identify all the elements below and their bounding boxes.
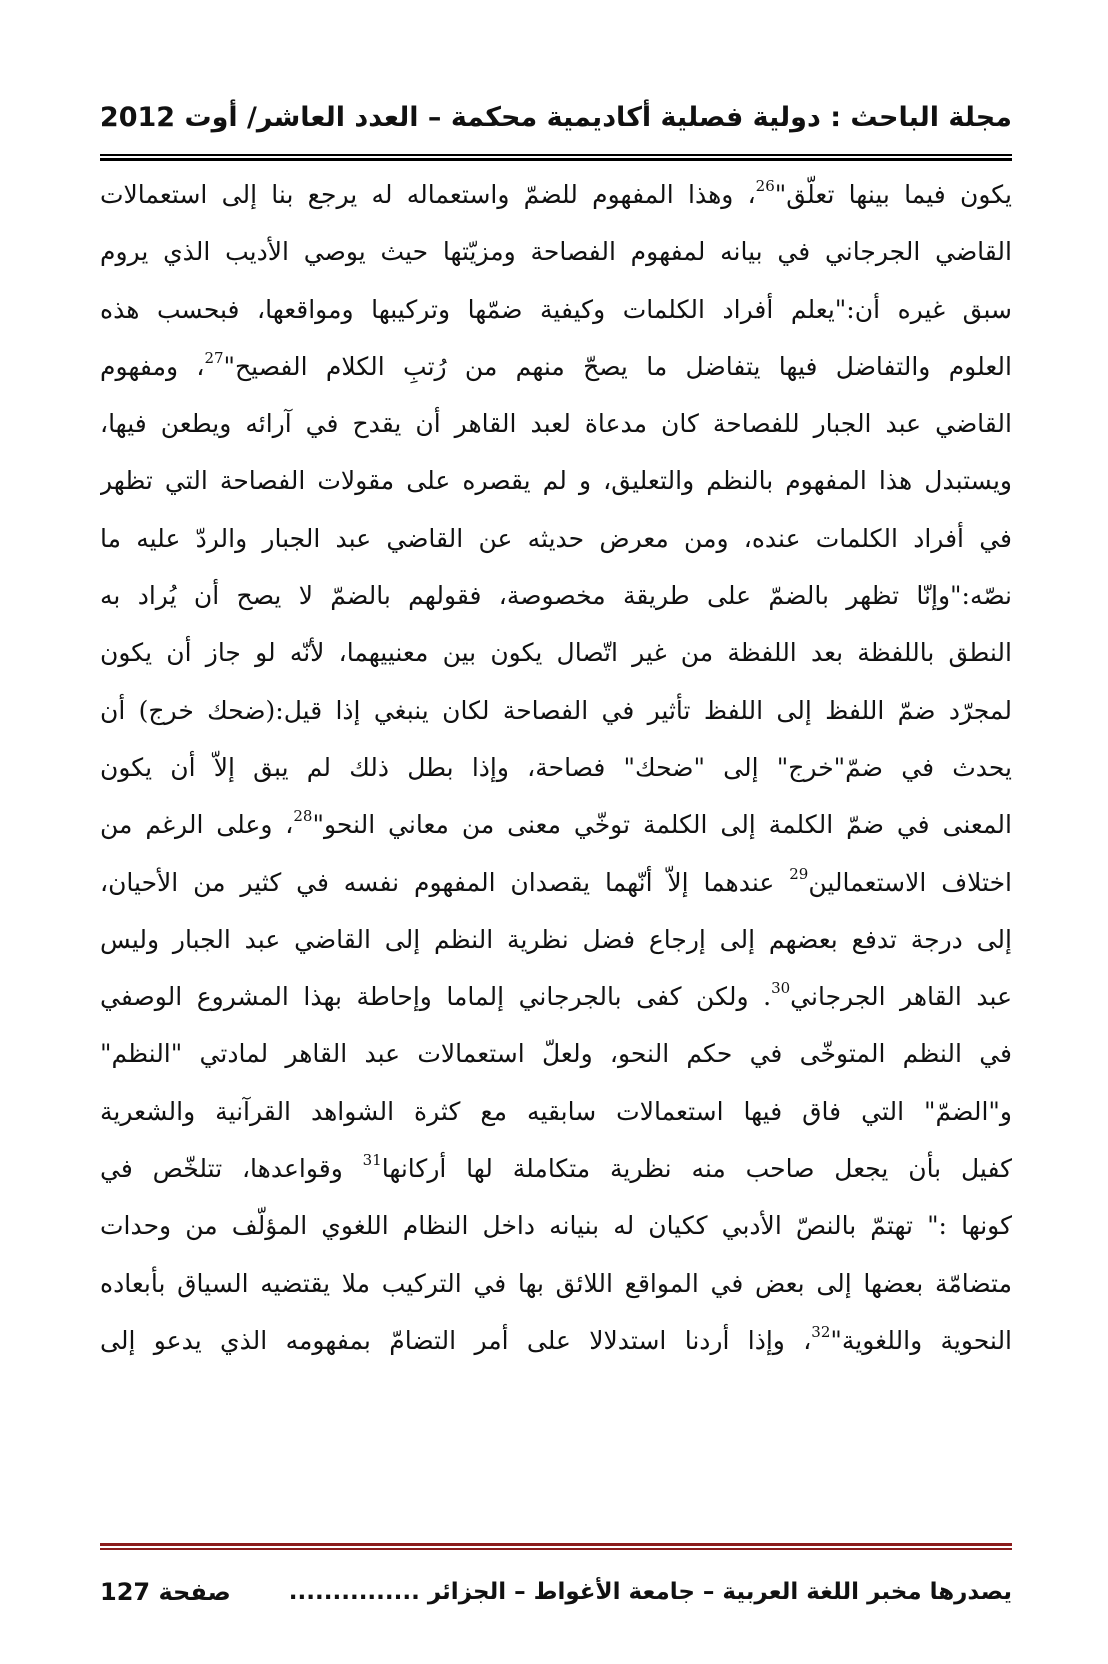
text-line [100, 968, 1012, 1025]
line-text-continued: ، وإذا أردنا استدلالا على أمر التضامّ بمفهومه الذي يدعو إلى [100, 1325, 812, 1355]
line-text: القاضي الجرجاني في بيانه لمفهوم الفصاحة ومزيّتها حيث يوصي الأديب الذي يروم [100, 237, 1012, 267]
page-number: صفحة 127 [100, 1578, 231, 1606]
line-text: عبد القاهر الجرجاني [790, 982, 1012, 1012]
text-line [100, 452, 1012, 509]
footnote-ref[interactable]: 30 [771, 979, 791, 998]
line-text: في النظم المتوخّى في حكم النحو، ولعلّ استعمالات عبد القاهر لمادتي "النظم" [100, 1039, 1012, 1069]
line-text: النطق باللفظة بعد اللفظة من غير اتّصال يكون بين معنييهما، لأنّه لو جاز أن يكون [100, 638, 1012, 668]
line-text: متضامّة بعضها إلى بعض في المواقع اللائق بها في التركيب ملا يقتضيه السياق بأبعاده [100, 1268, 1012, 1298]
footnote-ref[interactable]: 27 [204, 348, 224, 367]
line-text: يكون فيما بينها تعلّق" [774, 180, 1012, 209]
text-line [100, 911, 1012, 968]
line-text-continued: وقواعدها، تتلخّص في [100, 1154, 363, 1184]
text-line [100, 567, 1012, 624]
line-text: العلوم والتفاضل فيها يتفاضل ما يصحّ منهم من رُتبِ الكلام الفصيح" [223, 351, 1012, 381]
line-text-continued: ، ومفهوم [100, 351, 205, 381]
text-line [100, 624, 1012, 681]
text-line [100, 1140, 1012, 1197]
text-line [100, 338, 1012, 395]
line-text: كونها :" تهتمّ بالنصّ الأدبي ككيان له بنيانه داخل النظام اللغوي المؤلّف من وحدات [100, 1211, 1012, 1241]
text-line [100, 796, 1012, 853]
text-line [100, 166, 1012, 223]
line-text-continued: ، وعلى الرغم من [100, 810, 294, 840]
footnote-ref[interactable]: 32 [811, 1322, 831, 1341]
line-text: اختلاف الاستعمالين [808, 867, 1012, 897]
text-line [100, 223, 1012, 280]
text-line [100, 1312, 1012, 1369]
line-text: لمجرّد ضمّ اللفظ إلى اللفظ تأثير في الفصاحة لكان ينبغي إذا قيل:(ضحك خرج) أن [100, 695, 1012, 725]
text-line [100, 510, 1012, 567]
line-text: المعنى في ضمّ الكلمة إلى الكلمة توخّي معنى من معاني النحو" [312, 810, 1012, 840]
line-text: إلى درجة تدفع بعضهم إلى إرجاع فضل نظرية النظم إلى القاضي عبد الجبار وليس [100, 924, 1012, 954]
line-text: يحدث في ضمّ"خرج" إلى "ضحك" فصاحة، وإذا بطل ذلك لم يبق إلاّ أن يكون [100, 752, 1012, 782]
text-line [100, 281, 1012, 338]
text-line [100, 1255, 1012, 1312]
text-line [100, 854, 1012, 911]
line-text: كفيل بأن يجعل صاحب منه نظرية متكاملة لها أركانها [381, 1154, 1012, 1184]
footnote-ref[interactable]: 29 [789, 864, 809, 883]
text-line [100, 1083, 1012, 1140]
footer-publisher: يصدرها مخبر اللغة العربية – جامعة الأغواط – الجزائر ............... [288, 1579, 1012, 1605]
page-footer [100, 1572, 1012, 1612]
text-line [100, 682, 1012, 739]
line-text: نصّه:"وإنّا تظهر بالضمّ على طريقة مخصوصة، فقولهم بالضمّ لا يصح أن يُراد به [100, 581, 1012, 611]
footnote-ref[interactable]: 28 [293, 807, 313, 826]
footnote-ref[interactable]: 26 [755, 177, 775, 195]
text-line [100, 1025, 1012, 1082]
line-text: النحوية واللغوية" [830, 1325, 1012, 1355]
line-text: ويستبدل هذا المفهوم بالنظم والتعليق، و لم يقصره على مقولات الفصاحة التي تظهر [100, 466, 1012, 496]
text-line [100, 739, 1012, 796]
header-rule [100, 154, 1012, 161]
line-text: و"الضمّ" التي فاق فيها استعمالات سابقيه مع كثرة الشواهد القرآنية والشعرية [100, 1096, 1012, 1126]
footer-rule [100, 1543, 1012, 1550]
line-text-continued: . ولكن كفى بالجرجاني إلماما وإحاطة بهذا المشروع الوصفي [100, 982, 772, 1012]
line-text: سبق غيره أن:"يعلم أفراد الكلمات وكيفية ضمّها وتركيبها ومواقعها، فبحسب هذه [100, 294, 1012, 324]
footnote-ref[interactable]: 31 [362, 1151, 382, 1170]
journal-header: مجلة الباحث : دولية فصلية أكاديمية محكمة – العدد العاشر/ أوت 2012 [99, 102, 1012, 133]
line-text: القاضي عبد الجبار للفصاحة كان مدعاة لعبد القاهر أن يقدح في آرائه ويطعن فيها، [100, 409, 1012, 439]
line-text: في أفراد الكلمات عنده، ومن معرض حديثه عن القاضي عبد الجبار والردّ عليه ما [100, 523, 1012, 553]
line-text-continued: ، وهذا المفهوم للضمّ واستعماله له يرجع بنا إلى استعمالات [100, 180, 756, 209]
text-line [100, 1197, 1012, 1254]
text-line [100, 395, 1012, 452]
line-text-continued: عندهما إلاّ أنّهما يقصدان المفهوم نفسه في كثير من الأحيان، [100, 867, 790, 897]
article-body [100, 166, 1012, 1369]
